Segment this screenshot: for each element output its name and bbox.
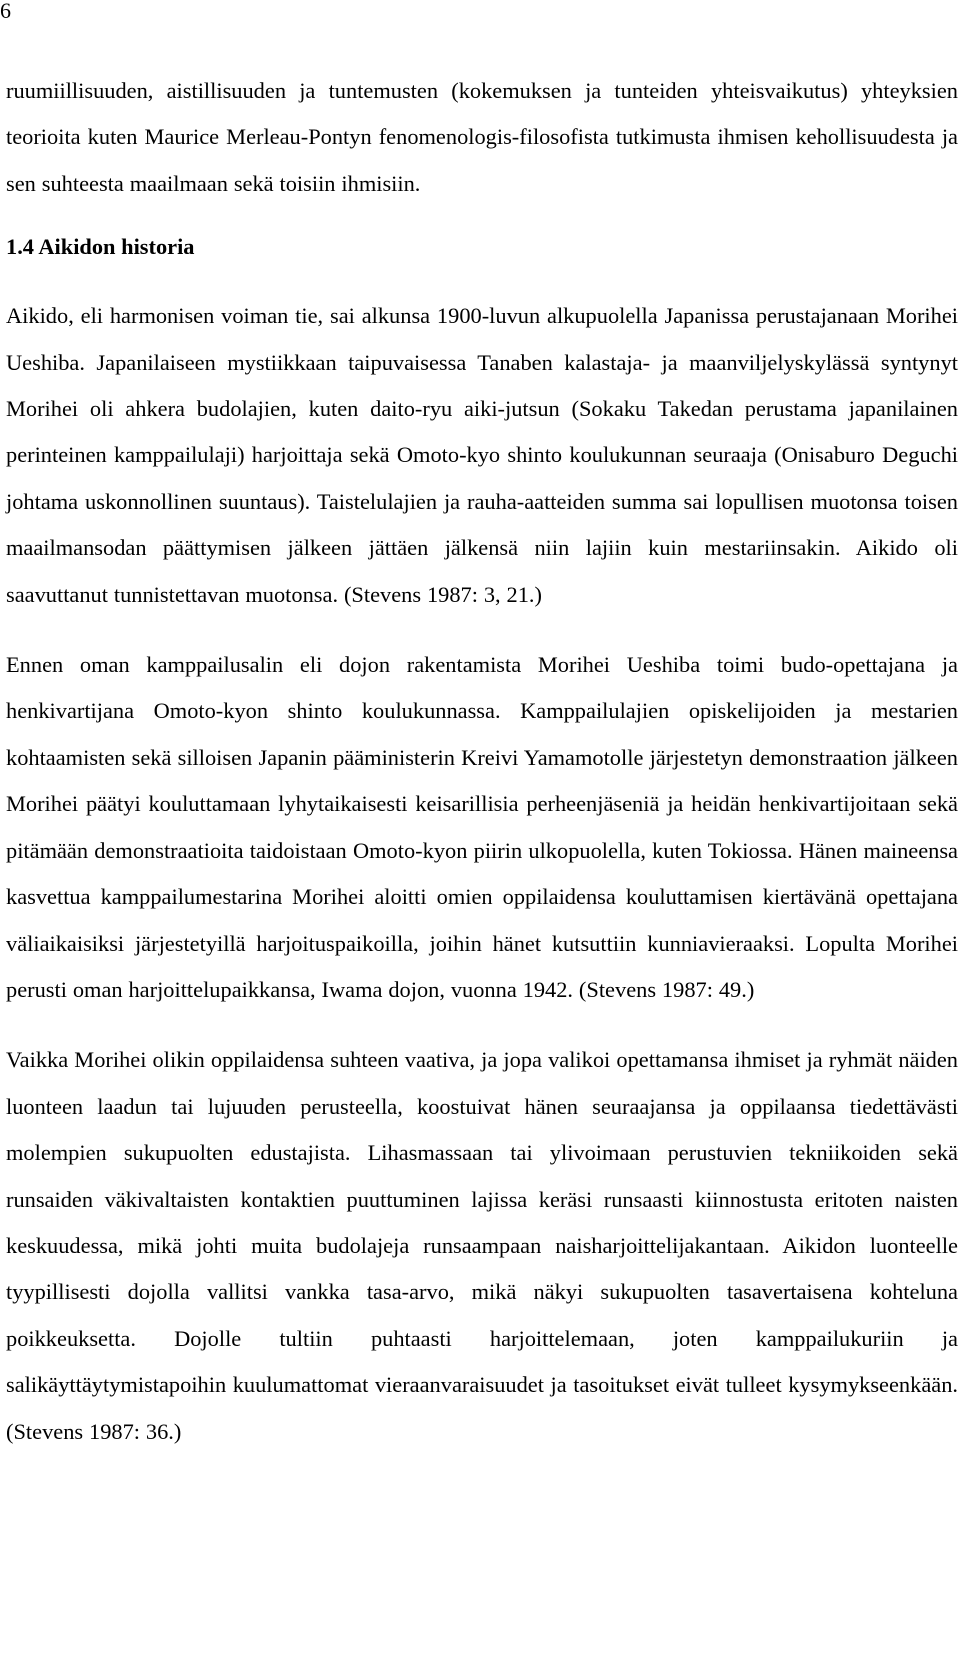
page-number: 6 bbox=[0, 0, 11, 23]
paragraph-1: Aikido, eli harmonisen voiman tie, sai alkunsa 1900-luvun alkupuolella Japanissa perustajanaan Morihei Ueshiba. Japanilaiseen mystiikkaan taipuvaisessa Tanaben kalastaja- ja maanviljelyskylässä syntynyt Morihei oli ahkera budolajien, kuten daito-ryu aiki-jutsun (Sokaku Takedan perustama japanilainen perinteinen kamppailulaji) harjoittaja sekä Omoto-kyo shinto koulukunnan seuraaja (Onisaburo Deguchi johtama uskonnollinen suuntaus). Taistelulajien ja rauha-aatteiden summa sai lopullisen muotonsa toisen maailmansodan päättymisen jälkeen jättäen jälkensä niin lajiin kuin mestariinsakin. Aikido oli saavuttanut tunnistettavan muotonsa. (Stevens 1987: 3, 21.) bbox=[6, 303, 958, 607]
document-body bbox=[6, 68, 958, 1455]
paragraph-2: Ennen oman kamppailusalin eli dojon rakentamista Morihei Ueshiba toimi budo-opettajana ja henkivartijana Omoto-kyon shinto koulukunnassa. Kamppailulajien opiskelijoiden ja mestarien kohtaamisten sekä silloisen Japanin pääministerin Kreivi Yamamotolle järjestetyn demonstraation jälkeen Morihei päätyi kouluttamaan lyhytaikaisesti keisarillisia perheenjäseniä ja heidän henkivartijoitaan sekä pitämään demonstraatioita taidoistaan Omoto-kyon piirin ulkopuolella, kuten Tokiossa. Hänen maineensa kasvettua kamppailumestarina Morihei aloitti omien oppilaidensa kouluttamisen kiertävänä opettajana väliaikaisiksi järjestetyillä harjoituspaikoilla, joihin hänet kutsuttiin kunniavieraaksi. Lopulta Morihei perusti oman harjoittelupaikkansa, Iwama dojon, vuonna 1942. (Stevens 1987: 49.) bbox=[6, 652, 958, 1002]
paragraph-intro: ruumiillisuuden, aistillisuuden ja tuntemusten (kokemuksen ja tunteiden yhteisvaikutus) yhteyksien teorioita kuten Maurice Merleau-Pontyn fenomenologis-filosofista tutkimusta ihmisen kehollisuudesta ja sen suhteesta maailmaan sekä toisiin ihmisiin. bbox=[6, 78, 958, 196]
section-heading: 1.4 Aikidon historia bbox=[6, 234, 195, 260]
paragraph-3: Vaikka Morihei olikin oppilaidensa suhteen vaativa, ja jopa valikoi opettamansa ihmiset ja ryhmät näiden luonteen laadun tai lujuuden perusteella, koostuivat hänen seuraajansa ja oppilaansa tiedettävästi molempien sukupuolten edustajista. Lihasmassaan tai ylivoimaan perustuvien tekniikoiden sekä runsaiden väkivaltaisten kontaktien puuttuminen lajissa keräsi runsaasti kiinnostusta eritoten naisten keskuudessa, mikä johti muita budolajeja runsaampaan naisharjoittelijakantaan. Aikidon luonteelle tyypillisesti dojolla vallitsi vankka tasa-arvo, mikä näkyi sukupuolten tasavertaisena kohteluna poikkeuksetta. Dojolle tultiin puhtaasti harjoittelemaan, joten kamppailukuriin ja salikäyttäytymistapoihin kuulumattomat vieraanvaraisuudet ja tasoitukset eivät tulleet kysymykseenkään. (Stevens 1987: 36.) bbox=[6, 1047, 958, 1444]
